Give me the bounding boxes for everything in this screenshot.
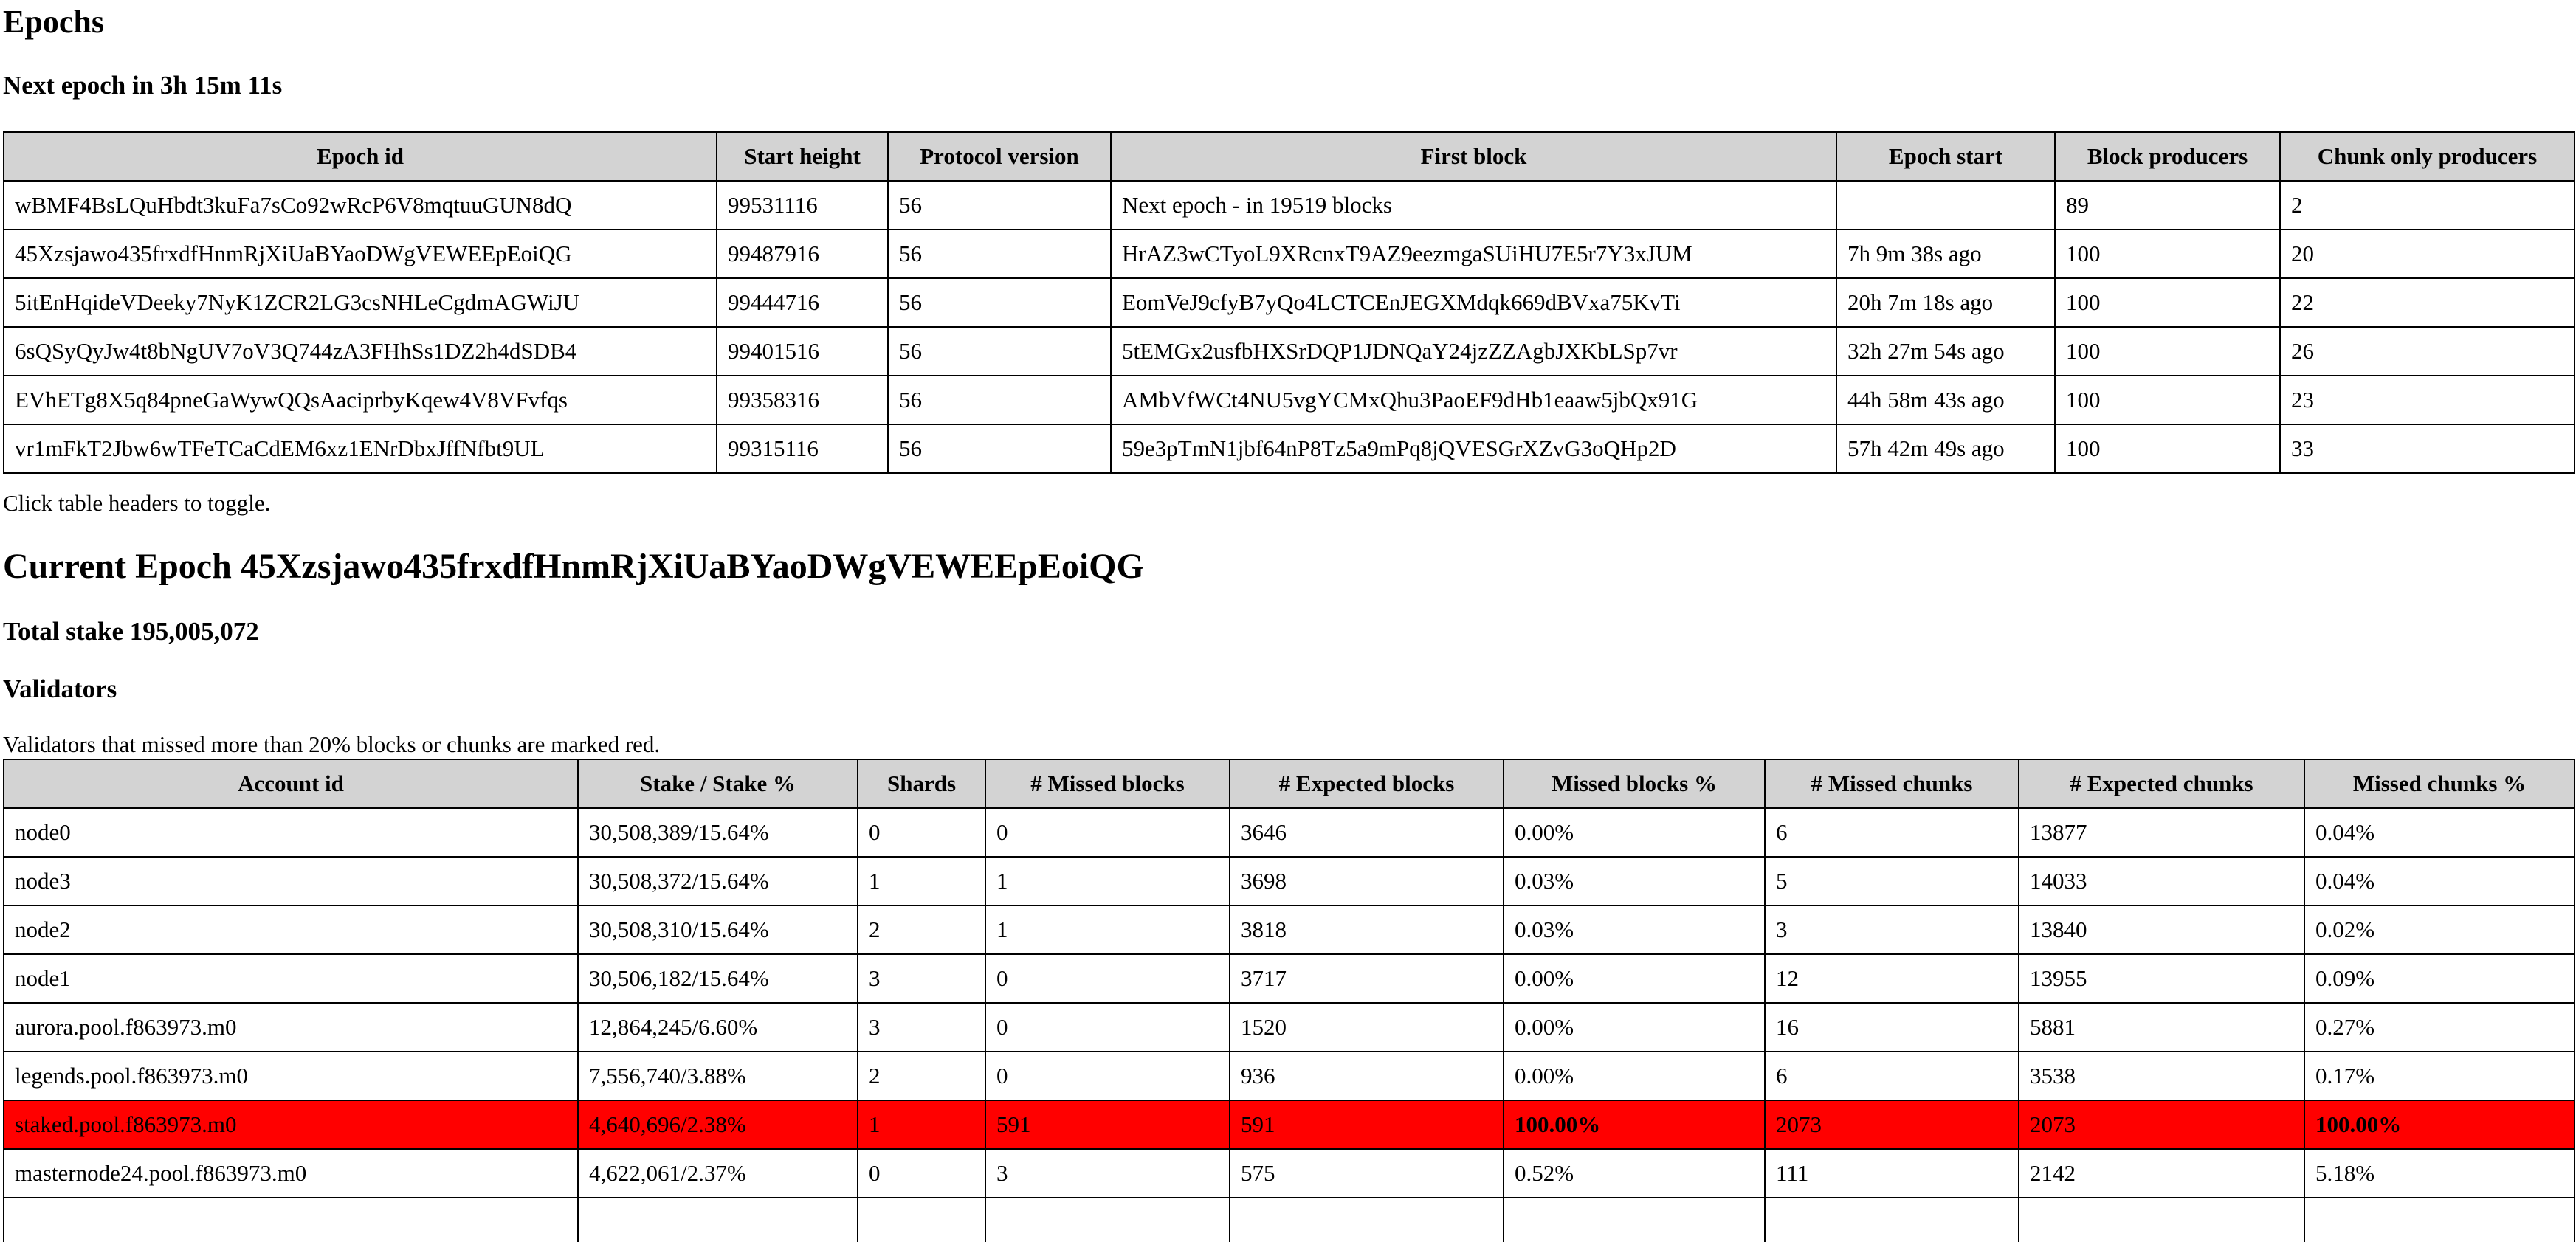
table-row — [4, 1052, 2575, 1100]
table-cell — [1504, 1198, 1765, 1242]
table-cell: 1520 — [1230, 1003, 1504, 1052]
table-cell: 44h 58m 43s ago — [1836, 376, 2055, 424]
table-cell: 0 — [985, 1003, 1230, 1052]
table-cell: 3 — [985, 1149, 1230, 1198]
validators-col-expected-chunks[interactable]: # Expected chunks — [2019, 759, 2304, 808]
table-row — [4, 376, 2575, 424]
table-cell: 45Xzsjawo435frxdfHnmRjXiUaBYaoDWgVEWEEpEoiQG — [4, 230, 717, 278]
epochs-table-body — [4, 181, 2575, 473]
table-cell: 20 — [2280, 230, 2575, 278]
table-row — [4, 808, 2575, 857]
table-cell: 591 — [985, 1100, 1230, 1149]
table-cell: 0.03% — [1504, 905, 1765, 954]
table-cell: 32h 27m 54s ago — [1836, 327, 2055, 376]
table-cell: 30,508,389/15.64% — [578, 808, 858, 857]
table-cell — [985, 1198, 1230, 1242]
table-cell: wBMF4BsLQuHbdt3kuFa7sCo92wRcP6V8mqtuuGUN8dQ — [4, 181, 717, 230]
table-cell: 2142 — [2019, 1149, 2304, 1198]
table-cell: 2 — [858, 1052, 985, 1100]
validators-col-shards[interactable]: Shards — [858, 759, 985, 808]
table-cell: 575 — [1230, 1149, 1504, 1198]
epochs-header-row — [4, 132, 2575, 181]
next-epoch-countdown: Next epoch in 3h 15m 11s — [3, 71, 283, 100]
table-cell: 3717 — [1230, 954, 1504, 1003]
validators-col-missed-blocks[interactable]: # Missed blocks — [985, 759, 1230, 808]
table-cell: 6 — [1765, 808, 2019, 857]
table-cell: 2 — [2280, 181, 2575, 230]
table-row — [4, 905, 2575, 954]
table-cell: 22 — [2280, 278, 2575, 327]
table-cell: 3698 — [1230, 857, 1504, 905]
table-cell: 99358316 — [717, 376, 888, 424]
table-cell — [4, 1198, 578, 1242]
table-cell: 2073 — [2019, 1100, 2304, 1149]
table-cell: 99401516 — [717, 327, 888, 376]
table-cell: AMbVfWCt4NU5vgYCMxQhu3PaoEF9dHb1eaaw5jbQx91G — [1111, 376, 1836, 424]
table-cell — [578, 1198, 858, 1242]
table-cell: 99531116 — [717, 181, 888, 230]
table-cell: 13877 — [2019, 808, 2304, 857]
table-cell: 0.27% — [2304, 1003, 2575, 1052]
table-cell: 14033 — [2019, 857, 2304, 905]
table-cell: 56 — [888, 278, 1111, 327]
table-cell: HrAZ3wCTyoL9XRcnxT9AZ9eezmgaSUiHU7E5r7Y3xJUM — [1111, 230, 1836, 278]
epochs-col-chunk-only-producers[interactable]: Chunk only producers — [2280, 132, 2575, 181]
validators-col-account-id[interactable]: Account id — [4, 759, 578, 808]
table-cell: 591 — [1230, 1100, 1504, 1149]
table-cell: 7,556,740/3.88% — [578, 1052, 858, 1100]
table-cell: 936 — [1230, 1052, 1504, 1100]
table-cell: 1 — [985, 905, 1230, 954]
table-cell: 0 — [985, 808, 1230, 857]
table-cell: 100.00% — [1504, 1100, 1765, 1149]
table-cell: masternode24.pool.f863973.m0 — [4, 1149, 578, 1198]
table-cell: 3 — [858, 954, 985, 1003]
table-row — [4, 181, 2575, 230]
table-cell: vr1mFkT2Jbw6wTFeTCaCdEM6xz1ENrDbxJffNfbt9UL — [4, 424, 717, 473]
table-row — [4, 424, 2575, 473]
table-cell — [1230, 1198, 1504, 1242]
table-cell: node0 — [4, 808, 578, 857]
table-cell — [2304, 1198, 2575, 1242]
validators-header-row — [4, 759, 2575, 808]
table-cell: 0.04% — [2304, 857, 2575, 905]
epochs-col-epoch-start[interactable]: Epoch start — [1836, 132, 2055, 181]
table-cell: 0.09% — [2304, 954, 2575, 1003]
table-cell: 0.00% — [1504, 954, 1765, 1003]
table-cell: 0.03% — [1504, 857, 1765, 905]
table-cell: 3646 — [1230, 808, 1504, 857]
validators-col-missed-chunks-pct[interactable]: Missed chunks % — [2304, 759, 2575, 808]
table-cell: EomVeJ9cfyB7yQo4LCTCEnJEGXMdqk669dBVxa75KvTi — [1111, 278, 1836, 327]
table-cell: 6sQSyQyJw4t8bNgUV7oV3Q744zA3FHhSs1DZ2h4dSDB4 — [4, 327, 717, 376]
table-cell: 4,640,696/2.38% — [578, 1100, 858, 1149]
validators-col-expected-blocks[interactable]: # Expected blocks — [1230, 759, 1504, 808]
table-cell: node3 — [4, 857, 578, 905]
table-cell: 2073 — [1765, 1100, 2019, 1149]
table-cell: 56 — [888, 327, 1111, 376]
table-cell: 1 — [858, 857, 985, 905]
table-cell: 0.17% — [2304, 1052, 2575, 1100]
table-cell — [1765, 1198, 2019, 1242]
table-cell: 100 — [2055, 327, 2280, 376]
validators-col-missed-blocks-pct[interactable]: Missed blocks % — [1504, 759, 1765, 808]
table-cell: node2 — [4, 905, 578, 954]
table-cell: 100 — [2055, 230, 2280, 278]
epochs-col-epoch-id[interactable]: Epoch id — [4, 132, 717, 181]
table-row — [4, 954, 2575, 1003]
table-cell: legends.pool.f863973.m0 — [4, 1052, 578, 1100]
table-cell: 23 — [2280, 376, 2575, 424]
table-cell: 100 — [2055, 376, 2280, 424]
table-cell: 99487916 — [717, 230, 888, 278]
table-cell: 12 — [1765, 954, 2019, 1003]
table-cell: 57h 42m 49s ago — [1836, 424, 2055, 473]
table-cell: 20h 7m 18s ago — [1836, 278, 2055, 327]
table-cell: 100 — [2055, 278, 2280, 327]
epochs-col-first-block[interactable]: First block — [1111, 132, 1836, 181]
table-cell: 0 — [985, 954, 1230, 1003]
table-cell: 4,622,061/2.37% — [578, 1149, 858, 1198]
table-row — [4, 1149, 2575, 1198]
table-cell: 2 — [858, 905, 985, 954]
validators-title: Validators — [3, 675, 117, 703]
table-cell: 100 — [2055, 424, 2280, 473]
table-cell: 30,508,310/15.64% — [578, 905, 858, 954]
table-cell: 0.00% — [1504, 1052, 1765, 1100]
table-cell: aurora.pool.f863973.m0 — [4, 1003, 578, 1052]
table-cell: 56 — [888, 181, 1111, 230]
table-cell: 56 — [888, 424, 1111, 473]
table-cell: 13840 — [2019, 905, 2304, 954]
table-cell: 12,864,245/6.60% — [578, 1003, 858, 1052]
table-cell: 1 — [985, 857, 1230, 905]
table-cell: 89 — [2055, 181, 2280, 230]
toggle-hint: Click table headers to toggle. — [3, 490, 271, 516]
table-cell: 3538 — [2019, 1052, 2304, 1100]
table-row — [4, 1100, 2575, 1149]
table-cell — [858, 1198, 985, 1242]
table-cell: 26 — [2280, 327, 2575, 376]
epochs-col-block-producers[interactable]: Block producers — [2055, 132, 2280, 181]
validators-table — [3, 759, 2575, 1242]
table-cell: staked.pool.f863973.m0 — [4, 1100, 578, 1149]
table-cell — [1836, 181, 2055, 230]
validators-note: Validators that missed more than 20% blocks or chunks are marked red. — [3, 731, 661, 757]
total-stake: Total stake 195,005,072 — [3, 617, 259, 646]
table-cell: 0 — [858, 1149, 985, 1198]
table-cell: 16 — [1765, 1003, 2019, 1052]
table-cell: 0.00% — [1504, 1003, 1765, 1052]
table-cell: 99444716 — [717, 278, 888, 327]
table-cell: 5.18% — [2304, 1149, 2575, 1198]
table-cell: 5tEMGx2usfbHXSrDQP1JDNQaY24jzZZAgbJXKbLSp7vr — [1111, 327, 1836, 376]
table-cell: 33 — [2280, 424, 2575, 473]
table-row — [4, 1003, 2575, 1052]
table-cell: 5 — [1765, 857, 2019, 905]
table-cell: 0 — [858, 808, 985, 857]
table-row — [4, 230, 2575, 278]
table-cell: 30,506,182/15.64% — [578, 954, 858, 1003]
table-cell: 59e3pTmN1jbf64nP8Tz5a9mPq8jQVESGrXZvG3oQHp2D — [1111, 424, 1836, 473]
table-cell: 5881 — [2019, 1003, 2304, 1052]
table-cell: 1 — [858, 1100, 985, 1149]
epochs-col-protocol-version[interactable]: Protocol version — [888, 132, 1111, 181]
epochs-table — [3, 131, 2575, 474]
table-cell: 0.00% — [1504, 808, 1765, 857]
current-epoch-title: Current Epoch 45Xzsjawo435frxdfHnmRjXiUaBYaoDWgVEWEEpEoiQG — [3, 547, 1144, 586]
table-row — [4, 1198, 2575, 1242]
table-cell: 30,508,372/15.64% — [578, 857, 858, 905]
table-cell: 0.04% — [2304, 808, 2575, 857]
table-cell: 0.52% — [1504, 1149, 1765, 1198]
table-cell: 3 — [858, 1003, 985, 1052]
table-cell: 0 — [985, 1052, 1230, 1100]
table-cell: 56 — [888, 376, 1111, 424]
table-cell: 3818 — [1230, 905, 1504, 954]
validators-col-stake[interactable]: Stake / Stake % — [578, 759, 858, 808]
epochs-col-start-height[interactable]: Start height — [717, 132, 888, 181]
table-row — [4, 278, 2575, 327]
table-cell: 100.00% — [2304, 1100, 2575, 1149]
table-cell: 111 — [1765, 1149, 2019, 1198]
table-cell — [2019, 1198, 2304, 1242]
epochs-title: Epochs — [3, 4, 104, 40]
table-cell: 0.02% — [2304, 905, 2575, 954]
validators-table-body — [4, 808, 2575, 1242]
table-cell: 13955 — [2019, 954, 2304, 1003]
table-cell: 6 — [1765, 1052, 2019, 1100]
table-cell: 3 — [1765, 905, 2019, 954]
table-cell: 5itEnHqideVDeeky7NyK1ZCR2LG3csNHLeCgdmAGWiJU — [4, 278, 717, 327]
table-row — [4, 857, 2575, 905]
table-cell: Next epoch - in 19519 blocks — [1111, 181, 1836, 230]
validators-col-missed-chunks[interactable]: # Missed chunks — [1765, 759, 2019, 808]
table-cell: node1 — [4, 954, 578, 1003]
table-cell: EVhETg8X5q84pneGaWywQQsAaciprbyKqew4V8VFvfqs — [4, 376, 717, 424]
table-cell: 7h 9m 38s ago — [1836, 230, 2055, 278]
table-cell: 56 — [888, 230, 1111, 278]
table-row — [4, 327, 2575, 376]
table-cell: 99315116 — [717, 424, 888, 473]
